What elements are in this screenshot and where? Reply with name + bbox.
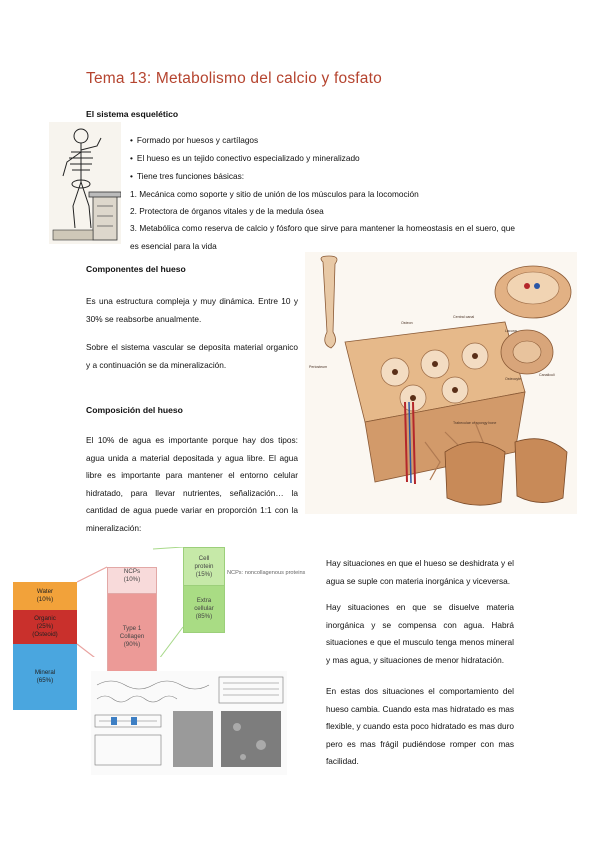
section-heading-skeletal-system: El sistema esquelético bbox=[86, 109, 179, 119]
segment-water: Water (10%) bbox=[13, 582, 77, 610]
segment-type1-collagen: Type 1 Collagen (90%) bbox=[107, 593, 157, 681]
segment-organic: Organic (25%) (Osteoid) bbox=[13, 610, 77, 644]
diagram-label: Central canal bbox=[453, 315, 475, 319]
skeletal-bullets bbox=[130, 132, 520, 185]
hydration-paragraph-2: Hay situaciones en que se disuelve materia inorgánica y se compensa con agua. Habrá situaciones e que el musculo tenga menos mineral y mas agua, y situaciones de menor hidratación. bbox=[326, 602, 514, 665]
hydration-paragraph-1: Hay situaciones en que el hueso se deshidrata y el agua se suple con materia inorgánica y viceversa. bbox=[326, 558, 514, 586]
diagram-label: Trabeculae of spongy bone bbox=[453, 421, 497, 425]
function-3: 3. Metabólica como reserva de calcio y fósforo que sirve para mantener la homeostasis en el suero, que es esencial para la vida bbox=[130, 223, 515, 251]
diagram-label: Osteocyte bbox=[505, 377, 522, 381]
bullet-item: • Formado por huesos y cartílagos bbox=[130, 132, 520, 150]
bone-composition-diagram bbox=[13, 547, 323, 779]
components-paragraph-2: Sobre el sistema vascular se deposita material organico y a continuación se da mineralización. bbox=[86, 342, 298, 370]
skeleton-engraving-image bbox=[49, 122, 121, 244]
composition-paragraph: El 10% de agua es importante porque hay dos tipos: agua unida a material depositada y agua libre. El agua libre es importante para mantener el entorno celular hidratado, para llevar nutrientes, señalización… la cantidad de agua puede variar en proporción 1:1 con la mineralización: bbox=[86, 435, 298, 533]
section-heading-bone-composition: Composición del hueso bbox=[86, 405, 183, 415]
page-title: Tema 13: Metabolismo del calcio y fosfato bbox=[86, 70, 382, 87]
segment-mineral: Mineral (65%) bbox=[13, 644, 77, 710]
diagram-label: Canaliculi bbox=[539, 373, 555, 377]
bullet-item: • El hueso es un tejido conectivo especializado y mineralizado bbox=[130, 150, 520, 168]
function-2: 2. Protectora de órganos vitales y de la medula ósea bbox=[130, 206, 324, 216]
segment-extracellular: Extra cellular (85%) bbox=[183, 585, 225, 633]
components-paragraph-1: Es una estructura compleja y muy dinámica. Entre 10 y 30% se reabsorbe anualmente. bbox=[86, 296, 298, 324]
segment-cell-protein: Cell protein (15%) bbox=[183, 547, 225, 587]
section-heading-bone-components: Componentes del hueso bbox=[86, 264, 186, 274]
collagen-structure-schematic bbox=[91, 671, 287, 775]
diagram-label: Lacuna bbox=[505, 329, 517, 333]
diagram-label: Osteon bbox=[401, 321, 413, 325]
bullet-item: • Tiene tres funciones básicas: bbox=[130, 168, 520, 186]
function-1: 1. Mecánica como soporte y sitio de unión de los músculos para la locomoción bbox=[130, 189, 419, 199]
ncps-note: NCPs: noncollagenous proteins bbox=[227, 570, 306, 576]
diagram-label: Periosteum bbox=[309, 365, 328, 369]
hydration-paragraph-3: En estas dos situaciones el comportamiento del hueso cambia. Cuando esta mas hidratado es mas flexible, y cuando esta poco hidratado es mas duro pero es mas frágil pudiéndose romper con mas facilidad. bbox=[326, 686, 514, 767]
bone-anatomy-illustration bbox=[305, 252, 577, 514]
segment-ncps: NCPs (10%) bbox=[107, 567, 157, 595]
